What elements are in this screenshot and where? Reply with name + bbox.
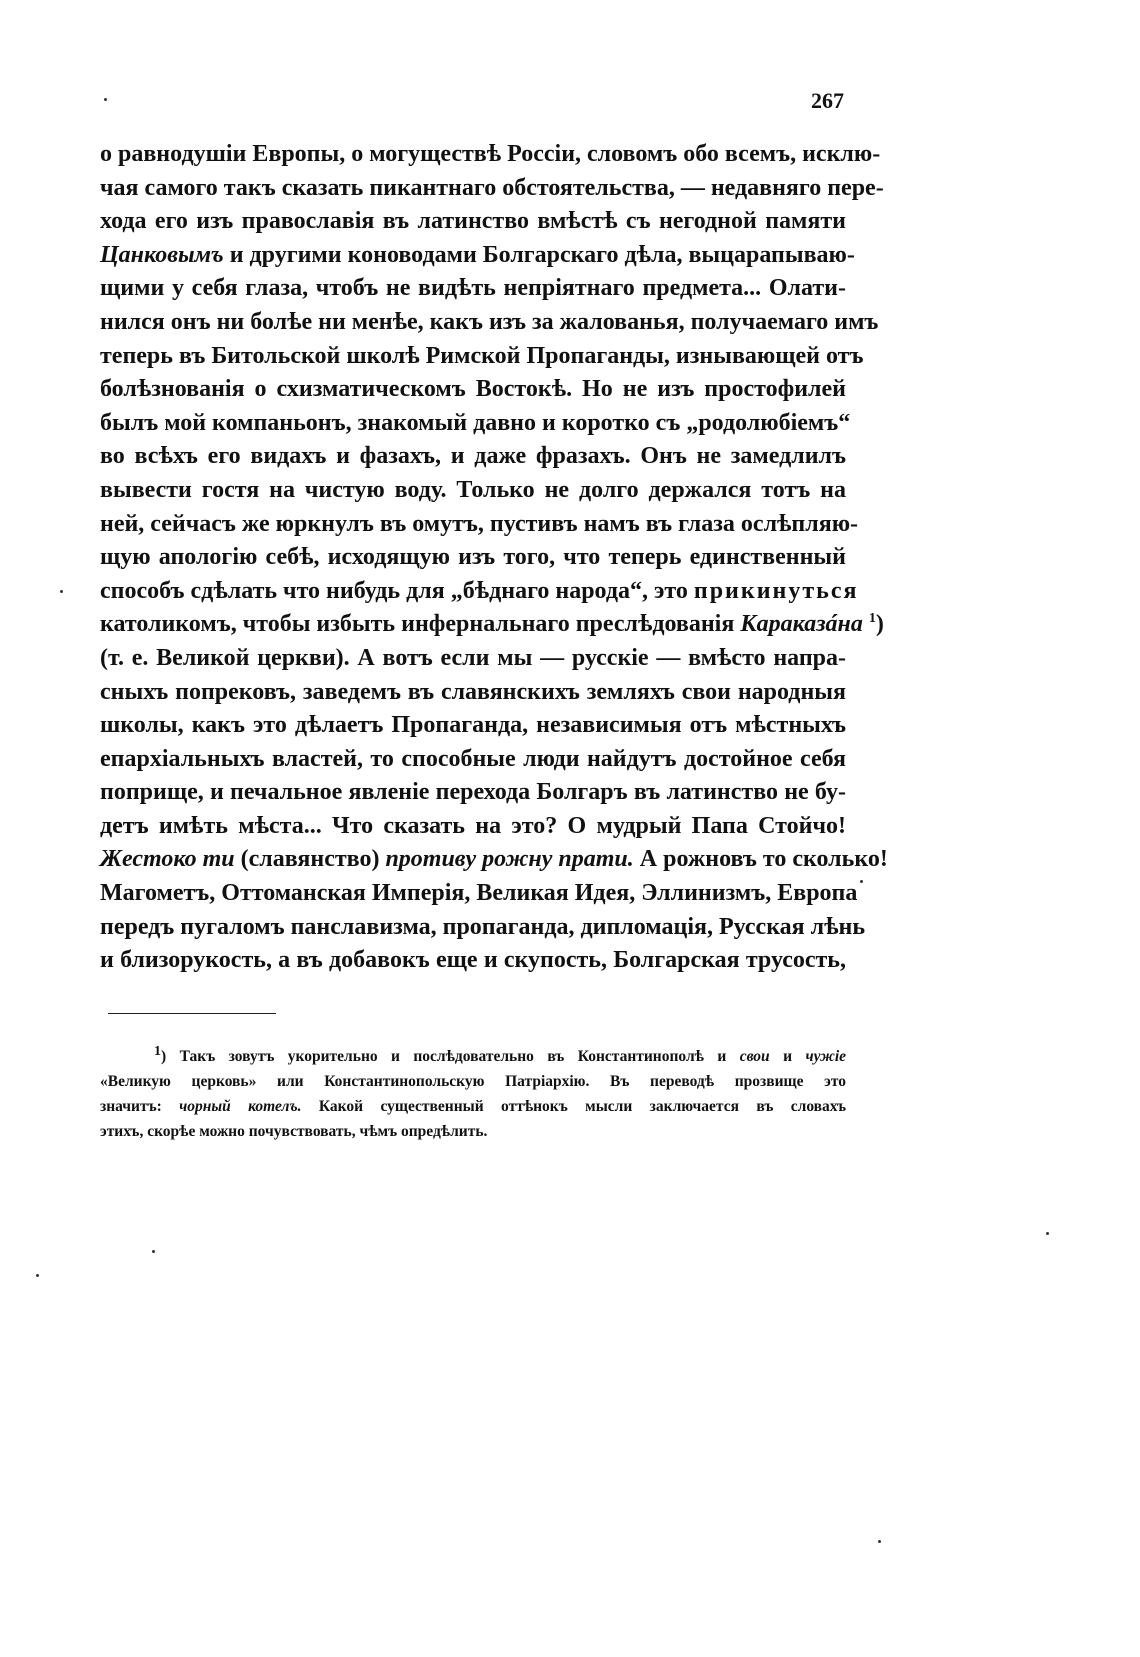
footnote-separator [108, 1013, 276, 1014]
text-line [100, 776, 846, 810]
text-line-segment: сныхъ попрековъ, заведемъ въ славянскихъ земляхъ свои народныя [100, 678, 846, 705]
text-line [100, 944, 846, 978]
text-line-segment: Магометъ, Оттоманская Имперія, Великая Идея, Эллинизмъ, Европа [100, 880, 858, 907]
scan-speck [104, 98, 107, 101]
text-line-segment: (т. е. Великой церкви). А вотъ если мы — русскіе — вмѣсто напра- [100, 644, 846, 671]
text-line [100, 709, 846, 743]
text-line [100, 508, 859, 542]
text-line [100, 306, 879, 340]
text-line [100, 608, 884, 642]
footnote [100, 1044, 846, 1144]
text-line [100, 440, 846, 474]
text-line [100, 205, 846, 239]
text-line [100, 474, 846, 508]
text-line-segment: прикинуться [693, 577, 859, 604]
text-line-segment: о равнодушіи Европы, о могуществѣ Россіи, словомъ обо всемъ, исклю- [100, 141, 881, 167]
text-line-segment: щую апологію себѣ, исходящую изъ того, что теперь единственный [100, 544, 846, 571]
text-line [100, 407, 851, 441]
text-line-segment: чая самого такъ сказать пикантнаго обстоятельства, — недавняго пере- [100, 174, 884, 201]
text-line-segment: нился онъ ни болѣе ни менѣе, какъ изъ за жалованья, получаемаго имъ [100, 308, 879, 335]
text-line [100, 239, 855, 273]
scan-speck [1046, 1232, 1049, 1235]
footnote-line [100, 1044, 846, 1069]
text-line-segment: ней, сейчасъ же юркнулъ въ омутъ, пустивъ намъ въ глаза ослѣпляю- [100, 510, 859, 537]
footnote-line [100, 1069, 846, 1094]
main-text [100, 138, 888, 978]
footnote-line-segment: свои [739, 1048, 770, 1065]
text-line [100, 138, 881, 172]
footnote-line [100, 1119, 846, 1144]
text-line-segment: А рожновъ то сколько! [633, 846, 888, 873]
text-line [100, 373, 846, 407]
text-line-segment: детъ имѣть мѣста... Что сказать на это? О мудрый Папа Стойчо! [100, 812, 846, 839]
text-line-segment: былъ мой компаньонъ, знакомый давно и коротко съ „родолюбіемъ“ [100, 409, 851, 436]
text-line [100, 541, 846, 575]
scan-speck [36, 1274, 39, 1277]
text-line [100, 676, 846, 710]
text-line-segment: Караказáна [740, 611, 863, 638]
text-line-segment: щими у себя глаза, чтобъ не видѣть непріятнаго предмета... Олати- [100, 275, 846, 302]
scan-speck [152, 1250, 155, 1253]
footnote-line-segment: ) Такъ зовутъ укорительно и послѣдовательно въ Константинополѣ и [161, 1048, 740, 1065]
text-line [100, 810, 846, 844]
text-line-segment: и другими коноводами Болгарскаго дѣла, выцарапываю- [223, 241, 855, 268]
text-line-segment: теперь въ Битольской школѣ Римской Пропаганды, изнывающей отъ [100, 342, 864, 369]
page-number: 267 [811, 88, 844, 113]
footnote-line-segment: и [769, 1048, 806, 1065]
text-line-segment: способъ сдѣлать что нибудь для „бѣднаго народа“, это [100, 577, 694, 604]
text-line-segment: противу рожну прати. [385, 846, 634, 873]
text-line [100, 575, 859, 609]
text-line-segment: поприще, и печальное явленіе перехода Болгаръ въ латинство не бу- [100, 779, 846, 806]
text-line [100, 877, 858, 911]
footnote-line-segment: «Великую церковь» или Константинопольскую Патріархію. Въ переводѣ прозвище это [100, 1073, 846, 1090]
text-line-segment: болѣзнованія о схизматическомъ Востокѣ. Но не изъ простофилей [100, 376, 846, 403]
footnote-line-segment: чужіе [805, 1048, 847, 1065]
text-line-segment: епархіальныхъ властей, то способные люди найдутъ достойное себя [100, 745, 846, 772]
text-line-segment: католикомъ, чтобы избыть инфернальнаго преслѣдованія [100, 611, 741, 638]
text-line [100, 843, 888, 877]
scan-speck [60, 590, 63, 593]
text-line-segment: 1 [868, 611, 876, 627]
text-line-segment: Жестоко ти [100, 846, 235, 873]
text-line [100, 340, 864, 374]
text-line [100, 272, 846, 306]
footnote-line-segment: значитъ: [100, 1098, 180, 1115]
scan-speck [878, 1540, 881, 1543]
text-line-segment: школы, какъ это дѣлаетъ Пропаганда, независимыя отъ мѣстныхъ [100, 712, 846, 739]
text-line-segment: во всѣхъ его видахъ и фазахъ, и даже фразахъ. Онъ не замедлилъ [100, 443, 846, 470]
text-line-segment: хода его изъ православія въ латинство вмѣстѣ съ негодной памяти [100, 208, 846, 235]
text-line-segment: ) [875, 611, 884, 638]
text-line-segment: и близорукость, а въ добавокъ еще и скупость, Болгарская трусость, [100, 947, 846, 974]
text-line-segment: передъ пугаломъ панславизма, пропаганда, дипломація, Русская лѣнь [100, 913, 866, 940]
text-line-segment: (славянство) [234, 846, 386, 873]
footnote-line-segment: чорный котелъ. [179, 1098, 302, 1115]
text-line [100, 172, 884, 206]
text-line-segment: вывести гостя на чистую воду. Только не долго держался тотъ на [100, 476, 846, 503]
scan-speck [860, 880, 863, 883]
footnote-line-segment: этихъ, скорѣе можно почувствовать, чѣмъ опредѣлить. [100, 1123, 488, 1140]
footnote-line [100, 1094, 846, 1119]
text-line [100, 642, 846, 676]
footnote-line-segment: 1 [154, 1043, 161, 1059]
text-line [100, 911, 866, 945]
text-line [100, 743, 846, 777]
text-line-segment: Цанковымъ [100, 241, 224, 268]
footnote-line-segment: Какой существенный оттѣнокъ мысли заключается въ словахъ [301, 1098, 847, 1115]
